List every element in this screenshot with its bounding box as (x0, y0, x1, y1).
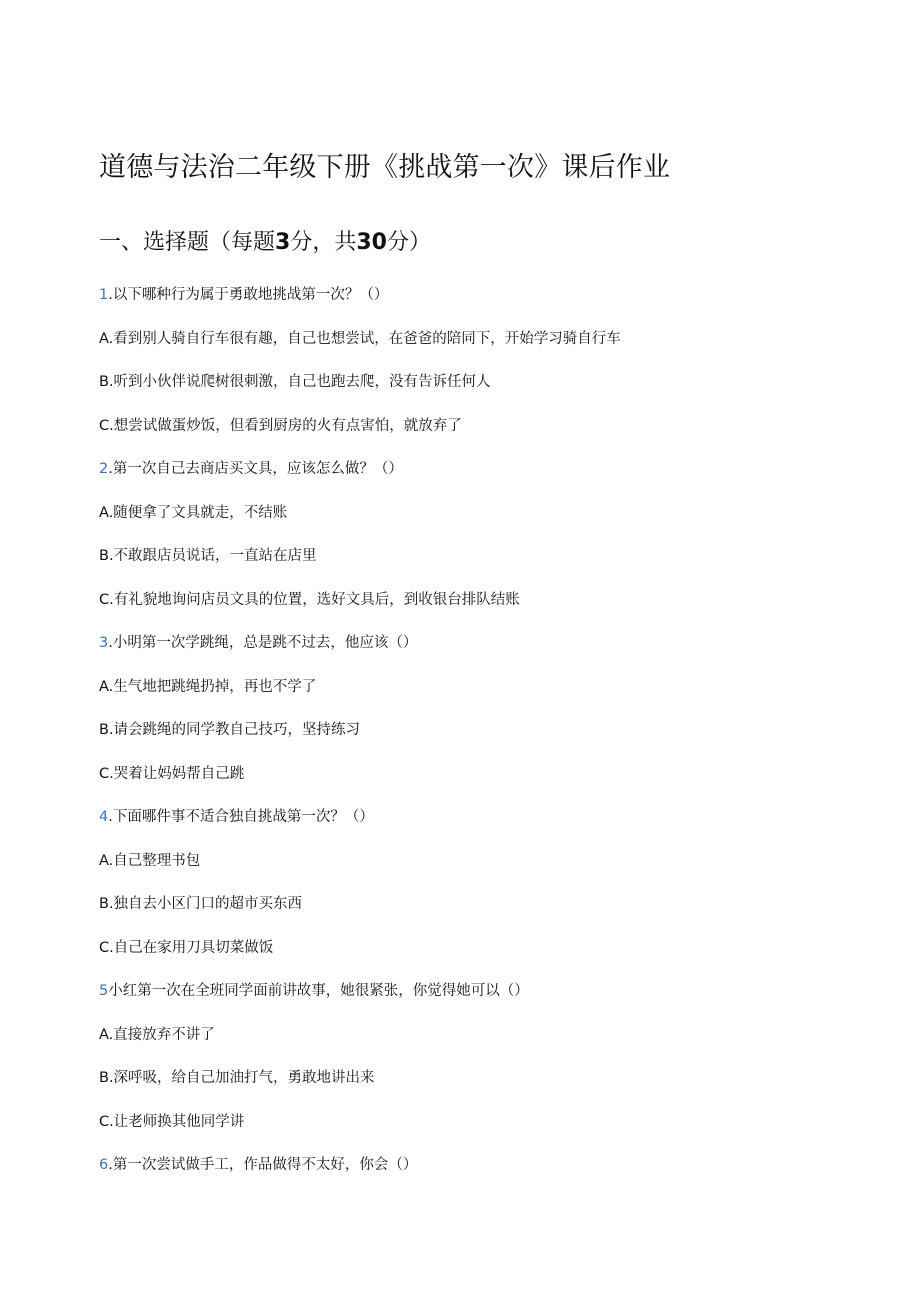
question-text: 下面哪件事不适合独自挑战第一次？（） (112, 809, 374, 825)
question-text: 第一次尝试做手工，作品做得不太好，你会（） (112, 1157, 418, 1173)
answer-option: B.深呼吸，给自己加油打气，勇敢地讲出来 (99, 1070, 375, 1086)
answer-option: B.请会跳绳的同学教自己技巧，坚持练习 (99, 722, 361, 738)
question-separator: . (108, 287, 113, 303)
question-stem (99, 284, 879, 328)
answer-option: B.独自去小区门口的超市买东西 (99, 896, 303, 912)
answer-option: A.生气地把跳绳扔掉，再也不学了 (99, 678, 317, 695)
question-stem (99, 806, 879, 850)
answer-option: C.想尝试做蛋炒饭，但看到厨房的火有点害怕，就放弃了 (99, 417, 462, 434)
section-total-points: 30 (356, 230, 387, 255)
question-separator: . (108, 461, 113, 477)
question-separator: . (108, 1157, 113, 1173)
answer-option: A.随便拿了文具就走，不结账 (99, 504, 288, 521)
section-heading-suffix: 分） (386, 230, 431, 255)
question-number: 3 (99, 635, 109, 651)
question-list (99, 284, 879, 1198)
question-text: 小明第一次学跳绳，总是跳不过去，他应该（） (112, 635, 418, 651)
section-heading (99, 227, 431, 259)
question-number: 6 (99, 1157, 109, 1173)
answer-option: A.看到别人骑自行车很有趣，自己也想尝试，在爸爸的陪同下，开始学习骑自行车 (99, 330, 621, 347)
question-number: 2 (99, 461, 109, 477)
question-separator: . (108, 635, 113, 651)
question-separator: . (108, 809, 113, 825)
answer-option: C.哭着让妈妈帮自己跳 (99, 765, 245, 782)
question-number: 1 (99, 287, 109, 303)
answer-option: B.不敢跟店员说话，一直站在店里 (99, 548, 317, 564)
answer-option: C.自己在家用刀具切菜做饭 (99, 939, 274, 956)
answer-option: C.有礼貌地询问店员文具的位置，选好文具后，到收银台排队结账 (99, 591, 520, 608)
section-heading-middle: 分，共 (290, 230, 357, 255)
answer-option: A.自己整理书包 (99, 852, 201, 869)
answer-option: B.听到小伙伴说爬树很刺激，自己也跑去爬，没有告诉任何人 (99, 374, 491, 390)
question-text: 小红第一次在全班同学面前讲故事，她很紧张，你觉得她可以（） (108, 983, 529, 999)
question-number: 5 (99, 983, 109, 999)
answer-option: C.让老师换其他同学讲 (99, 1113, 245, 1130)
section-points-each: 3 (275, 230, 291, 255)
question-stem (99, 980, 879, 1024)
question-number: 4 (99, 809, 109, 825)
section-heading-prefix: 一、选择题（每题 (99, 230, 276, 255)
question-stem (99, 1154, 879, 1198)
question-stem (99, 632, 879, 676)
answer-option: A.直接放弃不讲了 (99, 1026, 215, 1043)
question-text: 第一次自己去商店买文具，应该怎么做？（） (112, 461, 403, 477)
question-stem (99, 458, 879, 502)
question-text: 以下哪种行为属于勇敢地挑战第一次？（） (112, 287, 389, 303)
document-title: 道德与法治二年级下册《挑战第一次》课后作业 (99, 152, 671, 183)
